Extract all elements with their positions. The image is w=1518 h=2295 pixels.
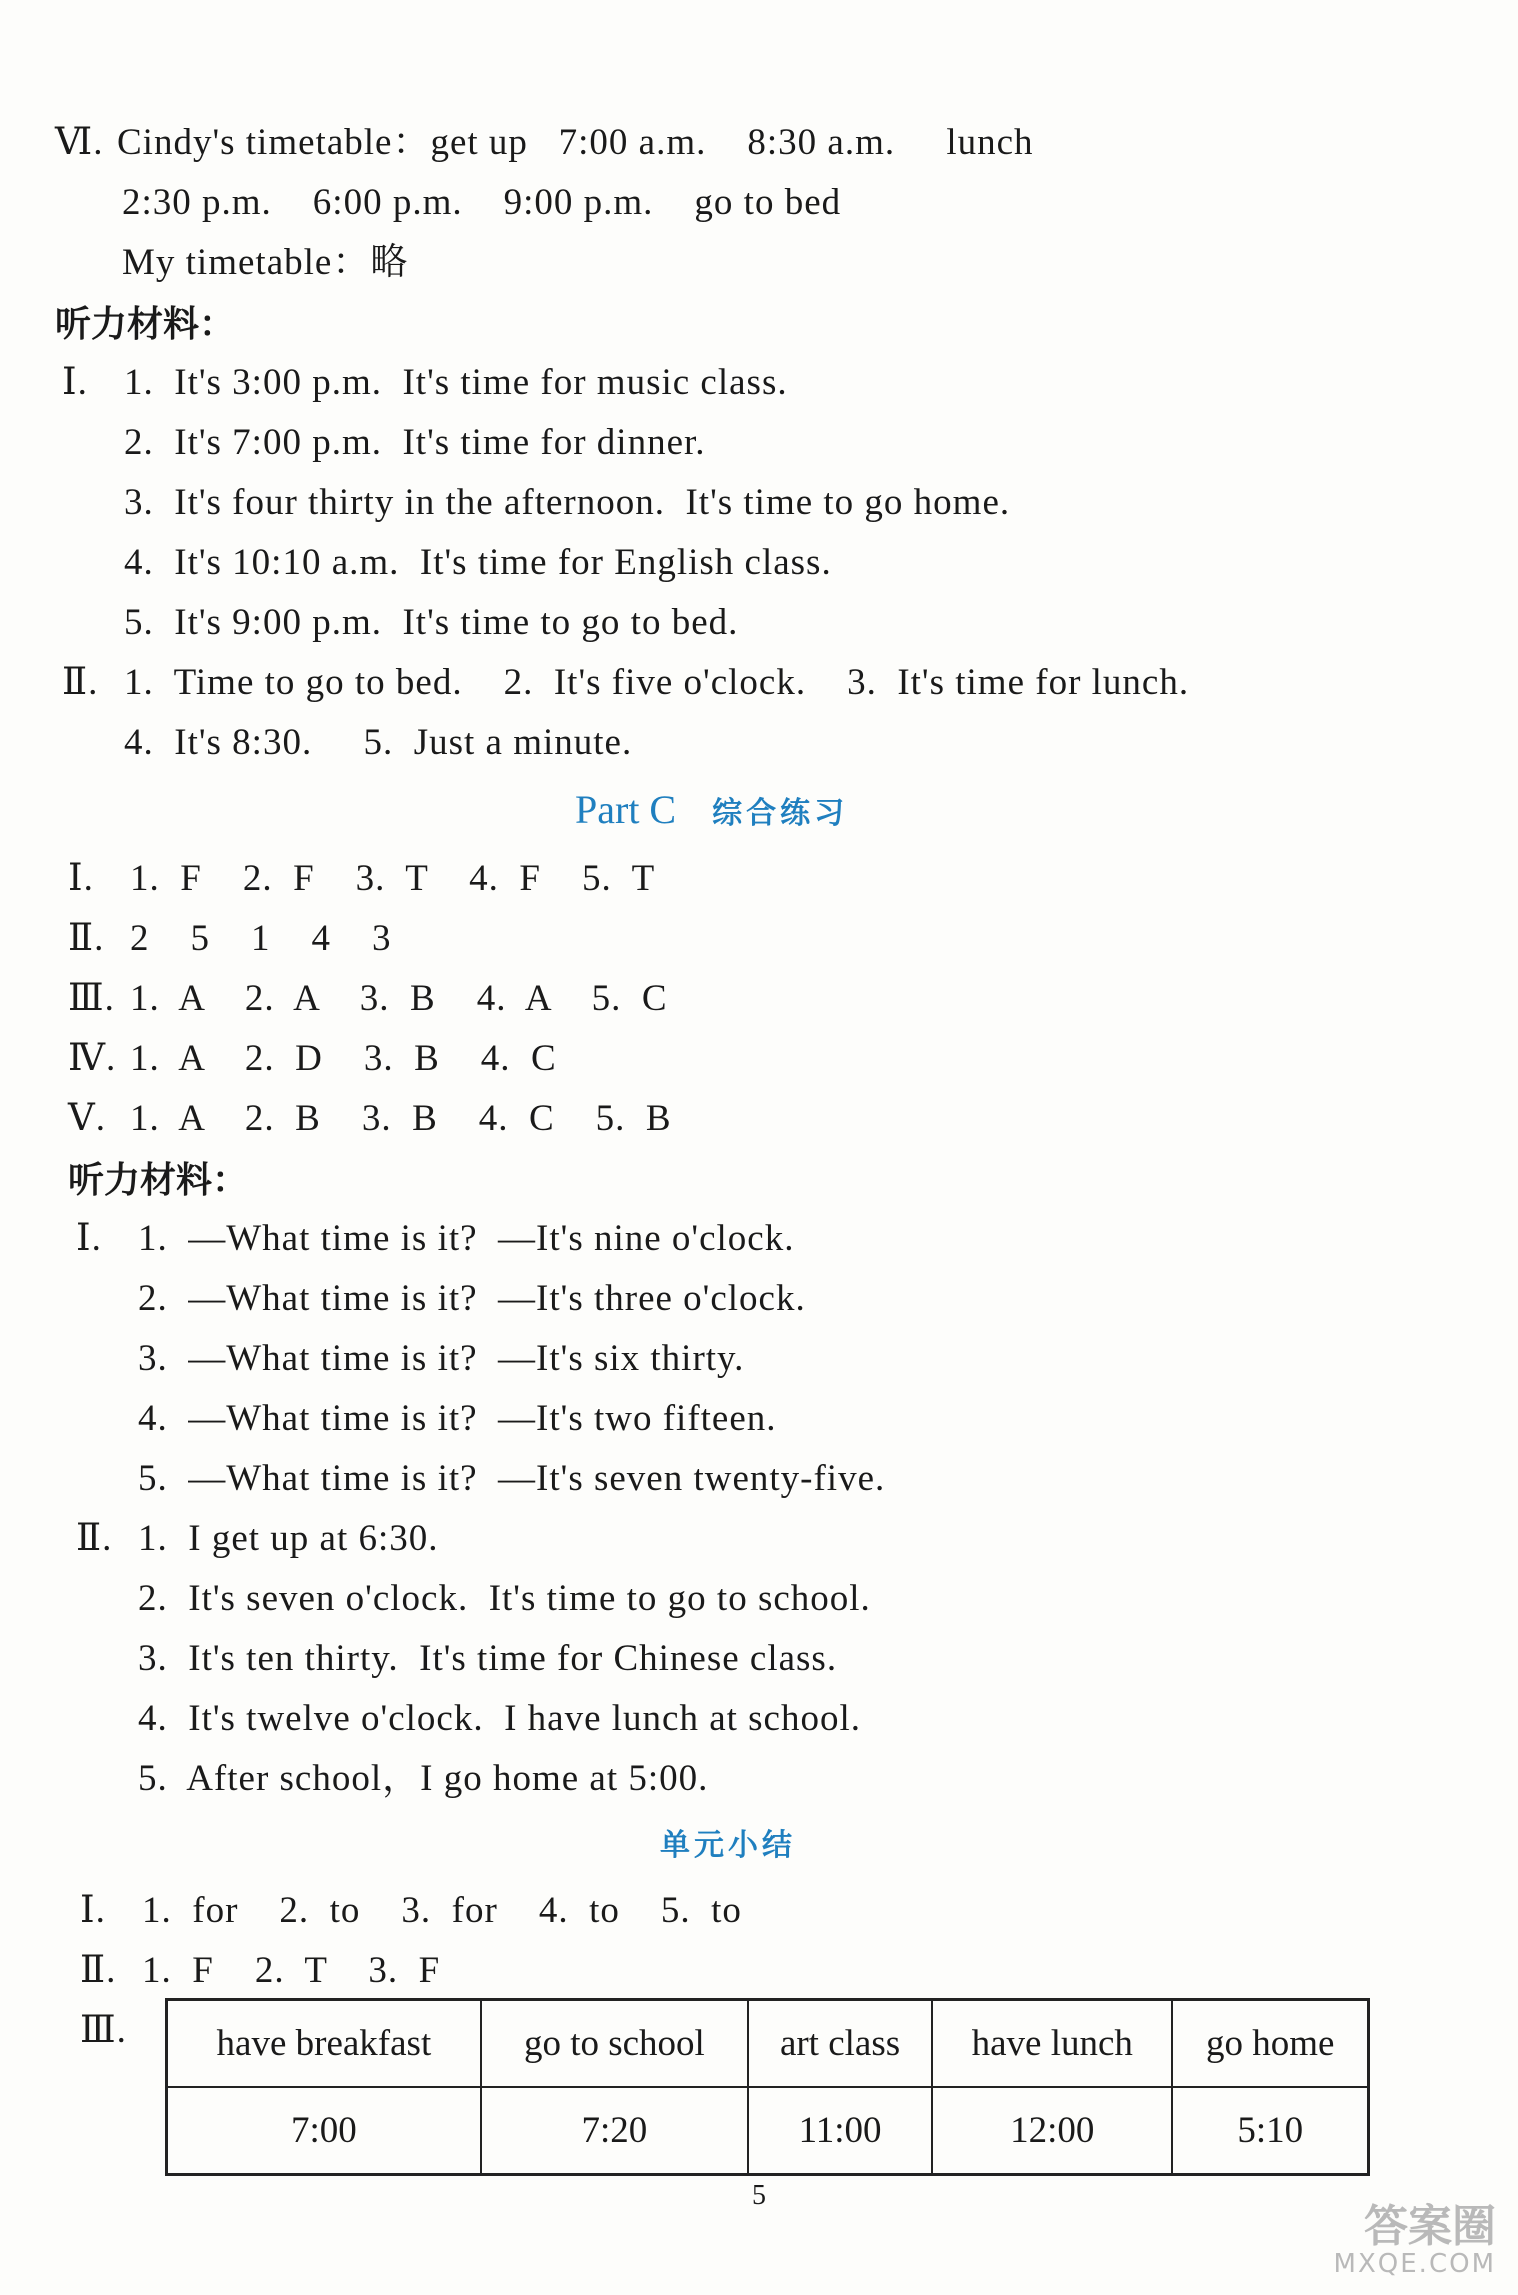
timetable-value: 11:00 bbox=[748, 2087, 932, 2175]
answer-text-3: 1. A 2. A 3. B 4. A 5. C bbox=[130, 978, 668, 1019]
timetable-header: have breakfast bbox=[167, 2000, 481, 2088]
section-6-line-3: My timetable：略 bbox=[122, 242, 409, 283]
summary-text-1: 1. for 2. to 3. for 4. to 5. to bbox=[142, 1890, 742, 1931]
unit-summary-heading bbox=[660, 1814, 796, 1874]
watermark-main: 答案圈 bbox=[1364, 2201, 1496, 2252]
listening-label-1: 听力材料： bbox=[55, 304, 236, 345]
listening2-s1-item-3: 3. —What time is it? —It's six thirty. bbox=[138, 1338, 745, 1379]
timetable-header: have lunch bbox=[932, 2000, 1172, 2088]
answer-row-2 bbox=[68, 914, 392, 964]
listening1-s2-text-1: 1. Time to go to bed. 2. It's five o'clock. 3. It's time for lunch. bbox=[124, 662, 1190, 703]
answer-text-1: 1. F 2. F 3. T 4. F 5. T bbox=[130, 858, 656, 899]
listening2-s2-item-1 bbox=[76, 1514, 439, 1564]
answer-text-4: 1. A 2. D 3. B 4. C bbox=[130, 1038, 557, 1079]
timetable-value: 12:00 bbox=[932, 2087, 1172, 2175]
listening1-s2-line-1 bbox=[62, 658, 1189, 708]
summary-row-2 bbox=[80, 1946, 440, 1996]
listening2-s2-item-4: 4. It's twelve o'clock. I have lunch at school. bbox=[138, 1698, 862, 1739]
listening1-s1-numeral: Ⅰ. bbox=[62, 362, 88, 403]
answer-numeral-4: Ⅳ. bbox=[68, 1038, 117, 1079]
answer-row-1 bbox=[68, 854, 655, 904]
listening2-s1-item-1 bbox=[76, 1214, 794, 1264]
timetable-value: 5:10 bbox=[1172, 2087, 1368, 2175]
answer-text-2: 2 5 1 4 3 bbox=[130, 918, 392, 959]
answer-numeral-2: Ⅱ. bbox=[68, 918, 105, 959]
summary-numeral-2: Ⅱ. bbox=[80, 1950, 117, 1991]
listening2-s2-item-5: 5. After school，I go home at 5:00. bbox=[138, 1758, 709, 1799]
listening2-s2-text-1: 1. I get up at 6:30. bbox=[138, 1518, 439, 1559]
summary-row-1 bbox=[80, 1886, 742, 1936]
listening1-s2-numeral: Ⅱ. bbox=[62, 662, 99, 703]
listening1-s1-text-1: 1. It's 3:00 p.m. It's time for music class. bbox=[124, 362, 788, 403]
timetable-header: art class bbox=[748, 2000, 932, 2088]
answer-row-4 bbox=[68, 1034, 557, 1084]
answer-numeral-1: Ⅰ. bbox=[68, 858, 94, 899]
answer-numeral-5: Ⅴ. bbox=[68, 1098, 106, 1139]
listening1-s1-item-2: 2. It's 7:00 p.m. It's time for dinner. bbox=[124, 422, 706, 463]
listening2-s1-item-5: 5. —What time is it? —It's seven twenty-five. bbox=[138, 1458, 886, 1499]
listening2-s1-text-1: 1. —What time is it? —It's nine o'clock. bbox=[138, 1218, 795, 1259]
listening2-s2-item-3: 3. It's ten thirty. It's time for Chinese class. bbox=[138, 1638, 838, 1679]
listening1-s1-item-5: 5. It's 9:00 p.m. It's time to go to bed. bbox=[124, 602, 739, 643]
answer-numeral-3: Ⅲ. bbox=[68, 978, 115, 1019]
timetable-value: 7:00 bbox=[167, 2087, 481, 2175]
listening2-s2-item-2: 2. It's seven o'clock. It's time to go to school. bbox=[138, 1578, 871, 1619]
timetable-value-row bbox=[167, 2087, 1369, 2175]
timetable-value: 7:20 bbox=[481, 2087, 748, 2175]
summary-numeral-3: Ⅲ. bbox=[80, 2010, 127, 2051]
answer-row-3 bbox=[68, 974, 668, 1024]
listening1-s2-line-2: 4. It's 8:30. 5. Just a minute. bbox=[124, 722, 633, 763]
watermark-sub: MXQE.COM bbox=[1333, 2249, 1496, 2279]
listening1-s1-item-1 bbox=[62, 358, 788, 408]
summary-numeral-1: Ⅰ. bbox=[80, 1890, 106, 1931]
part-c-title: Part C bbox=[575, 787, 677, 832]
section-6-numeral: Ⅵ. bbox=[55, 122, 104, 163]
timetable-header: go to school bbox=[481, 2000, 748, 2088]
summary-text-2: 1. F 2. T 3. F bbox=[142, 1950, 441, 1991]
section-6-text-1: Cindy's timetable：get up 7:00 a.m. 8:30 a.m. lunch bbox=[117, 122, 1034, 163]
page-number: 5 bbox=[752, 2180, 766, 2211]
listening2-s1-item-4: 4. —What time is it? —It's two fifteen. bbox=[138, 1398, 777, 1439]
listening1-s1-item-3: 3. It's four thirty in the afternoon. It's time to go home. bbox=[124, 482, 1011, 523]
section-6-line-1 bbox=[55, 118, 1034, 168]
listening-label-2: 听力材料： bbox=[68, 1160, 249, 1201]
section-6-line-2: 2:30 p.m. 6:00 p.m. 9:00 p.m. go to bed bbox=[122, 182, 842, 223]
answer-row-5 bbox=[68, 1094, 672, 1144]
listening2-s1-numeral: Ⅰ. bbox=[76, 1218, 102, 1259]
watermark-logo bbox=[1333, 2201, 1496, 2279]
timetable-header-row bbox=[167, 2000, 1369, 2088]
answer-text-5: 1. A 2. B 3. B 4. C 5. B bbox=[130, 1098, 672, 1139]
unit-summary-title: 单元小结 bbox=[660, 1828, 796, 1863]
listening2-s1-item-2: 2. —What time is it? —It's three o'clock. bbox=[138, 1278, 806, 1319]
timetable bbox=[165, 1998, 1370, 2176]
part-c-heading bbox=[575, 782, 848, 842]
listening2-s2-numeral: Ⅱ. bbox=[76, 1518, 113, 1559]
listening1-s1-item-4: 4. It's 10:10 a.m. It's time for English class. bbox=[124, 542, 832, 583]
part-c-subtitle: 综合练习 bbox=[712, 796, 849, 831]
timetable-header: go home bbox=[1172, 2000, 1368, 2088]
